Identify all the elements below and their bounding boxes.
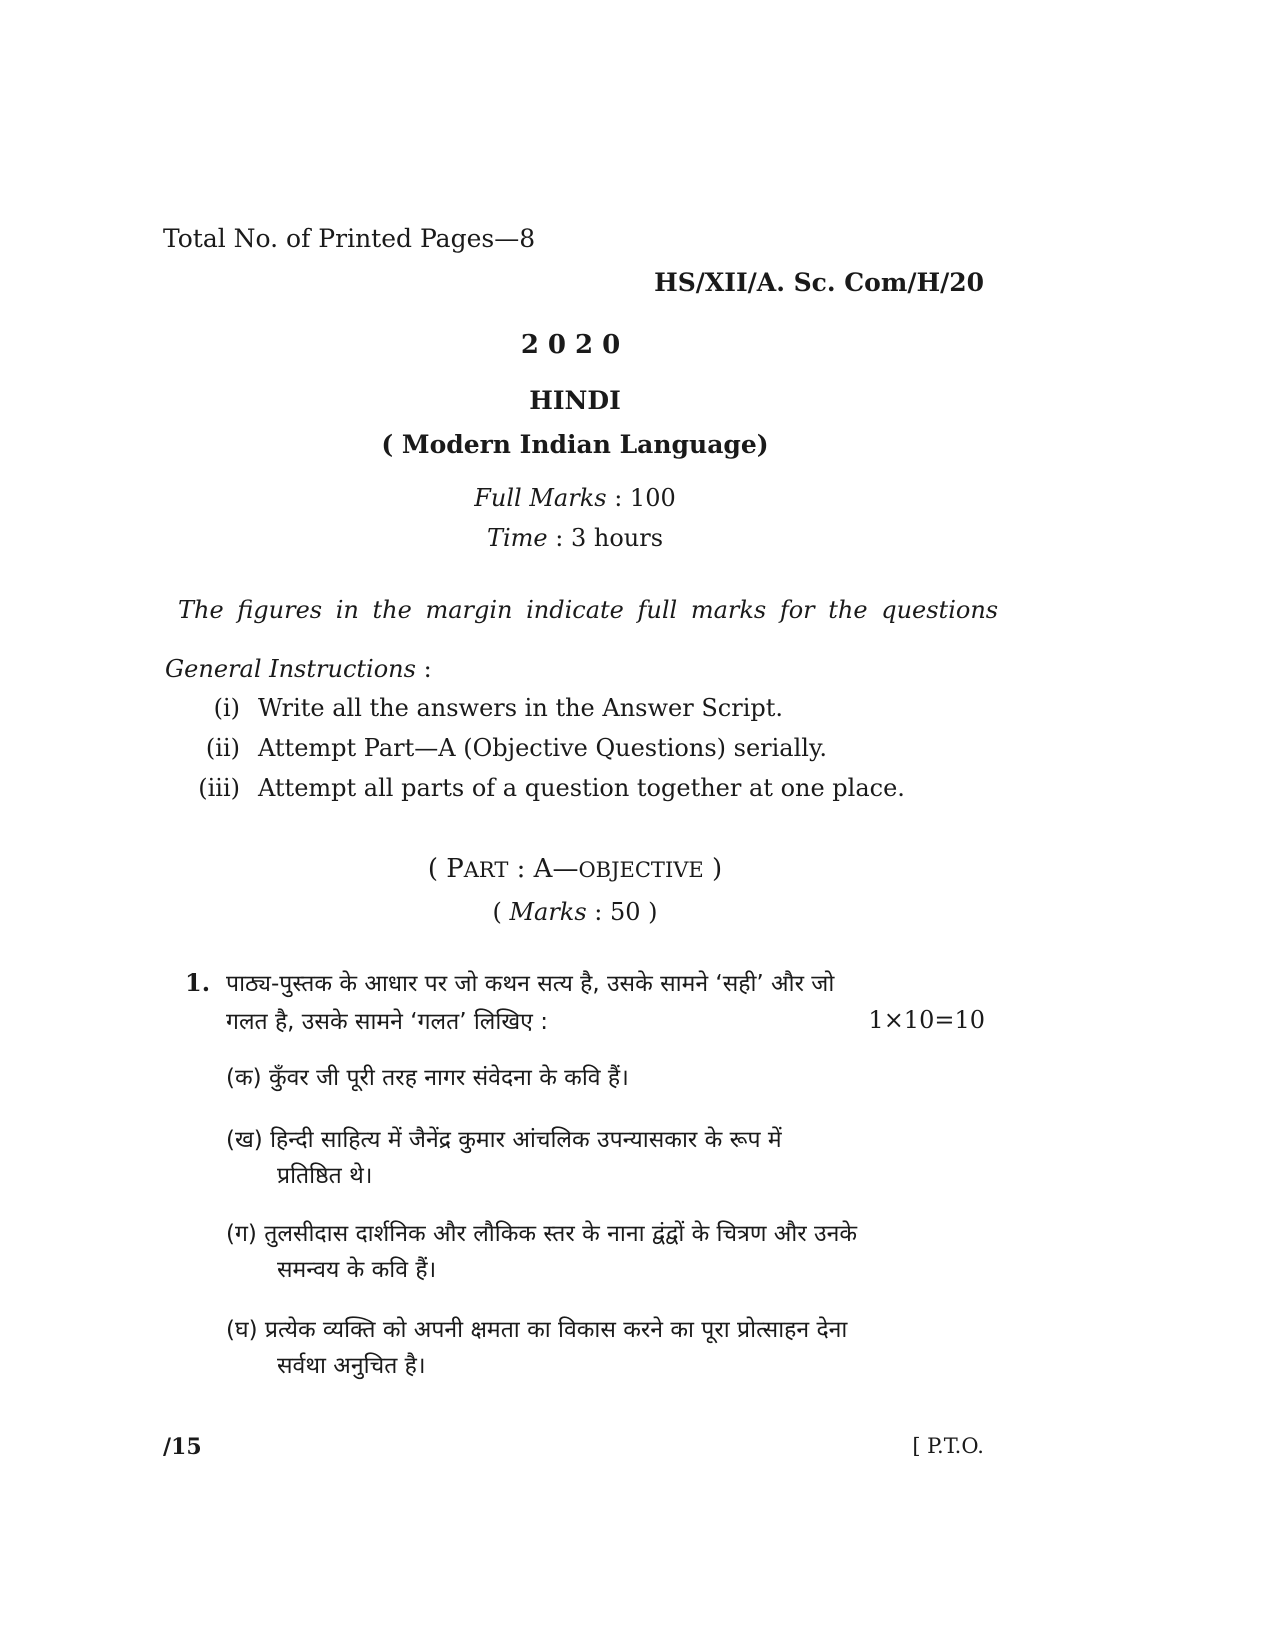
part-marks-value: : 50 ) (586, 898, 658, 926)
time-allowed (0, 524, 1150, 552)
instruction-text: Attempt Part—A (Objective Questions) serially. (258, 734, 827, 762)
subject-title: HINDI (529, 386, 621, 415)
option-ka (226, 1060, 629, 1092)
part-art: ART (463, 858, 509, 882)
instruction-number: (iii) (198, 774, 240, 802)
part-marks-open: ( (492, 898, 510, 926)
full-marks-label: Full Marks (474, 484, 607, 512)
instruction-number: (ii) (205, 734, 240, 762)
footer-pto: [ P.T.O. (912, 1434, 984, 1458)
option-text: कुँवर जी पूरी तरह नागर संवेदना के कवि हैं। (268, 1065, 629, 1091)
part-marks (0, 898, 1150, 926)
part-close: ) (703, 854, 723, 884)
question-text-line-2: गलत है, उसके सामने ‘गलत’ लिखिए : (226, 1009, 548, 1035)
option-kha (226, 1122, 782, 1154)
instructions-title (165, 655, 432, 683)
footer-page-code: /15 (163, 1434, 202, 1460)
instruction-item (180, 774, 905, 802)
instruction-item (180, 694, 783, 722)
question-text-line-1: पाठ्य-पुस्तक के आधार पर जो कथन सत्य है, उसके सामने ‘सही’ और जो (226, 971, 835, 997)
time-value: : 3 hours (547, 524, 664, 552)
full-marks-value: : 100 (606, 484, 676, 512)
part-p: P (446, 854, 464, 884)
option-gha (226, 1312, 847, 1344)
option-ga-cont: समन्वय के कवि हैं। (277, 1257, 437, 1283)
part-mid: : A— (508, 854, 579, 884)
option-kha-cont: प्रतिष्ठित थे। (277, 1163, 373, 1189)
instruction-text: Write all the answers in the Answer Script. (258, 694, 783, 722)
option-label: (क) (226, 1065, 262, 1091)
instruction-item (180, 734, 827, 762)
subject-subtitle: ( Modern Indian Language) (381, 430, 769, 459)
instruction-number: (i) (213, 694, 240, 722)
option-ga (226, 1216, 857, 1248)
full-marks (0, 484, 1150, 512)
question-marks: 1×10=10 (868, 1006, 985, 1034)
instructions-title-colon: : (415, 655, 432, 683)
option-label: (ख) (226, 1127, 263, 1153)
option-label: (घ) (226, 1317, 258, 1343)
part-marks-label: Marks (509, 898, 587, 926)
total-pages: Total No. of Printed Pages—8 (163, 224, 536, 253)
part-objective: OBJECTIVE (578, 858, 704, 882)
option-gha-cont: सर्वथा अनुचित है। (277, 1353, 426, 1379)
margin-note: The figures in the margin indicate full marks for the questions (178, 596, 999, 624)
option-text: प्रत्येक व्यक्ति को अपनी क्षमता का विकास करने का पूरा प्रोत्साहन देना (264, 1317, 848, 1343)
question-number: 1. (185, 968, 211, 997)
paper-code: HS/XII/A. Sc. Com/H/20 (654, 268, 984, 297)
instructions-title-label: General Instructions (165, 655, 416, 683)
exam-year: 2020 (520, 330, 630, 360)
instruction-text: Attempt all parts of a question together at one place. (258, 774, 905, 802)
part-title (0, 854, 1150, 884)
option-label: (ग) (226, 1221, 257, 1247)
option-text: तुलसीदास दार्शनिक और लौकिक स्तर के नाना द्वंद्वों के चित्रण और उनके (264, 1221, 858, 1247)
option-text: हिन्दी साहित्य में जैनेंद्र कुमार आंचलिक उपन्यासकार के रूप में (270, 1127, 782, 1153)
part-open: ( (427, 854, 447, 884)
time-label: Time (486, 524, 548, 552)
